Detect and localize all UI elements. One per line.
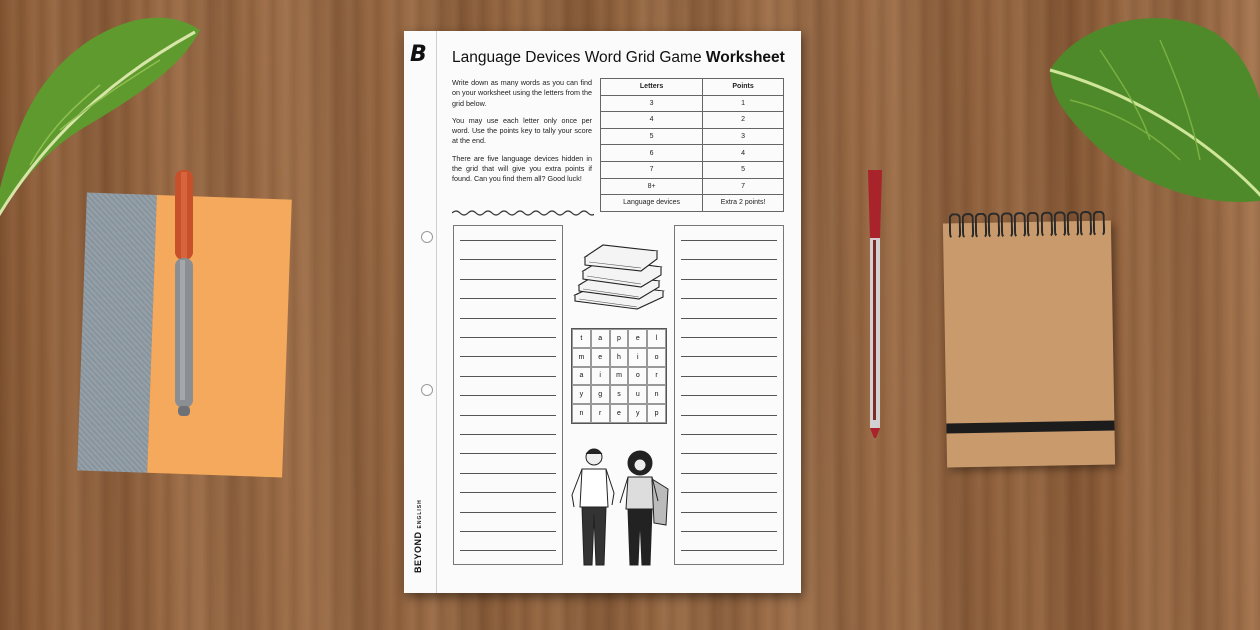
stack-of-books-icon <box>567 241 667 313</box>
grid-letter: e <box>628 329 647 348</box>
grid-letter: t <box>572 329 591 348</box>
writing-line <box>681 415 777 416</box>
grid-letter: o <box>628 367 647 386</box>
cell-points: 1 <box>703 95 784 112</box>
title-bold: Worksheet <box>705 49 785 66</box>
grid-letter: h <box>610 348 629 367</box>
table-row <box>601 195 784 212</box>
grid-letter: l <box>647 329 666 348</box>
writing-line <box>460 259 556 260</box>
grid-letter: u <box>628 385 647 404</box>
writing-line <box>460 492 556 493</box>
cell-points: 2 <box>703 112 784 129</box>
writing-line <box>681 434 777 435</box>
writing-line <box>460 473 556 474</box>
grid-letter: m <box>610 367 629 386</box>
spiral-binding <box>949 211 1105 240</box>
writing-line <box>681 337 777 338</box>
writing-line <box>460 550 556 551</box>
header-letters: Letters <box>601 79 703 96</box>
writing-line <box>460 279 556 280</box>
worksheet <box>404 31 801 593</box>
writing-line <box>460 356 556 357</box>
grid-letter: y <box>572 385 591 404</box>
table-row <box>601 145 784 162</box>
writing-line <box>681 473 777 474</box>
grid-letter: p <box>610 329 629 348</box>
red-marker-icon <box>172 170 196 418</box>
worksheet-spine <box>404 31 437 593</box>
brand-sub: ENGLISH <box>417 499 423 529</box>
writing-line <box>460 453 556 454</box>
answer-column-left <box>453 225 563 565</box>
wavy-divider-icon <box>452 209 594 217</box>
table-row <box>601 128 784 145</box>
writing-line <box>681 531 777 532</box>
instruction-paragraph: You may use each letter only once per word. Use the points key to tally your score at the end. <box>452 115 592 146</box>
ballpoint-pen-icon <box>860 170 890 440</box>
grid-letter: p <box>647 404 666 423</box>
grid-letter: r <box>647 367 666 386</box>
table-row <box>601 112 784 129</box>
grid-letter: y <box>628 404 647 423</box>
grid-letter: i <box>591 367 610 386</box>
grid-letter: m <box>572 348 591 367</box>
header-points: Points <box>703 79 784 96</box>
grid-letter: a <box>591 329 610 348</box>
writing-line <box>460 415 556 416</box>
writing-line <box>681 318 777 319</box>
elastic-band <box>946 421 1114 434</box>
points-table <box>600 78 784 212</box>
cell-letters: 7 <box>601 161 703 178</box>
table-row <box>601 161 784 178</box>
writing-line <box>460 337 556 338</box>
cell-points: 5 <box>703 161 784 178</box>
table-row <box>601 95 784 112</box>
instruction-paragraph: Write down as many words as you can find on your worksheet using the letters from the grid below. <box>452 78 592 108</box>
cell-letters: 4 <box>601 112 703 129</box>
writing-line <box>681 550 777 551</box>
letter-grid <box>571 328 667 424</box>
writing-line <box>681 279 777 280</box>
writing-line <box>460 512 556 513</box>
grid-letter: g <box>591 385 610 404</box>
writing-line <box>460 531 556 532</box>
cell-letters: 6 <box>601 145 703 162</box>
grid-letter: n <box>647 385 666 404</box>
grid-letter: n <box>572 404 591 423</box>
grid-letter: o <box>647 348 666 367</box>
grid-letter: i <box>628 348 647 367</box>
cell-letters: 5 <box>601 128 703 145</box>
cell-points: 3 <box>703 128 784 145</box>
points-table-header <box>601 79 784 96</box>
answer-column-right <box>674 225 784 565</box>
cell-points: Extra 2 points! <box>703 195 784 212</box>
cell-points: 7 <box>703 178 784 195</box>
grid-letter: e <box>591 348 610 367</box>
notebook-orange-cover <box>147 195 292 478</box>
cell-letters: 3 <box>601 95 703 112</box>
writing-line <box>460 298 556 299</box>
punch-hole <box>421 384 433 396</box>
table-row <box>601 178 784 195</box>
notebook-grey-spine <box>77 193 157 473</box>
writing-line <box>681 376 777 377</box>
two-students-illustration-icon <box>562 445 677 567</box>
instruction-paragraph: There are five language devices hidden in the grid that will give you extra points if found. Can you find them all? Good luck! <box>452 153 592 184</box>
instructions <box>452 78 592 192</box>
beyond-logo: B <box>410 42 427 67</box>
hosta-leaf-right-icon <box>1040 10 1260 220</box>
cell-letters: 8+ <box>601 178 703 195</box>
punch-hole <box>421 231 433 243</box>
grid-letter: s <box>610 385 629 404</box>
writing-line <box>681 240 777 241</box>
cell-points: 4 <box>703 145 784 162</box>
cell-letters: Language devices <box>601 195 703 212</box>
writing-line <box>681 298 777 299</box>
kraft-notebook <box>943 221 1115 468</box>
grid-letter: e <box>610 404 629 423</box>
writing-line <box>681 395 777 396</box>
writing-line <box>460 376 556 377</box>
writing-line <box>460 395 556 396</box>
worksheet-title <box>452 49 797 71</box>
writing-line <box>681 259 777 260</box>
writing-line <box>681 453 777 454</box>
grid-letter: a <box>572 367 591 386</box>
brand-label <box>413 499 427 573</box>
writing-line <box>681 492 777 493</box>
writing-line <box>681 356 777 357</box>
writing-line <box>681 512 777 513</box>
brand-main: BEYOND <box>413 531 423 573</box>
title-main: Language Devices Word Grid Game <box>452 49 706 66</box>
writing-line <box>460 318 556 319</box>
grid-letter: r <box>591 404 610 423</box>
writing-line <box>460 434 556 435</box>
writing-line <box>460 240 556 241</box>
